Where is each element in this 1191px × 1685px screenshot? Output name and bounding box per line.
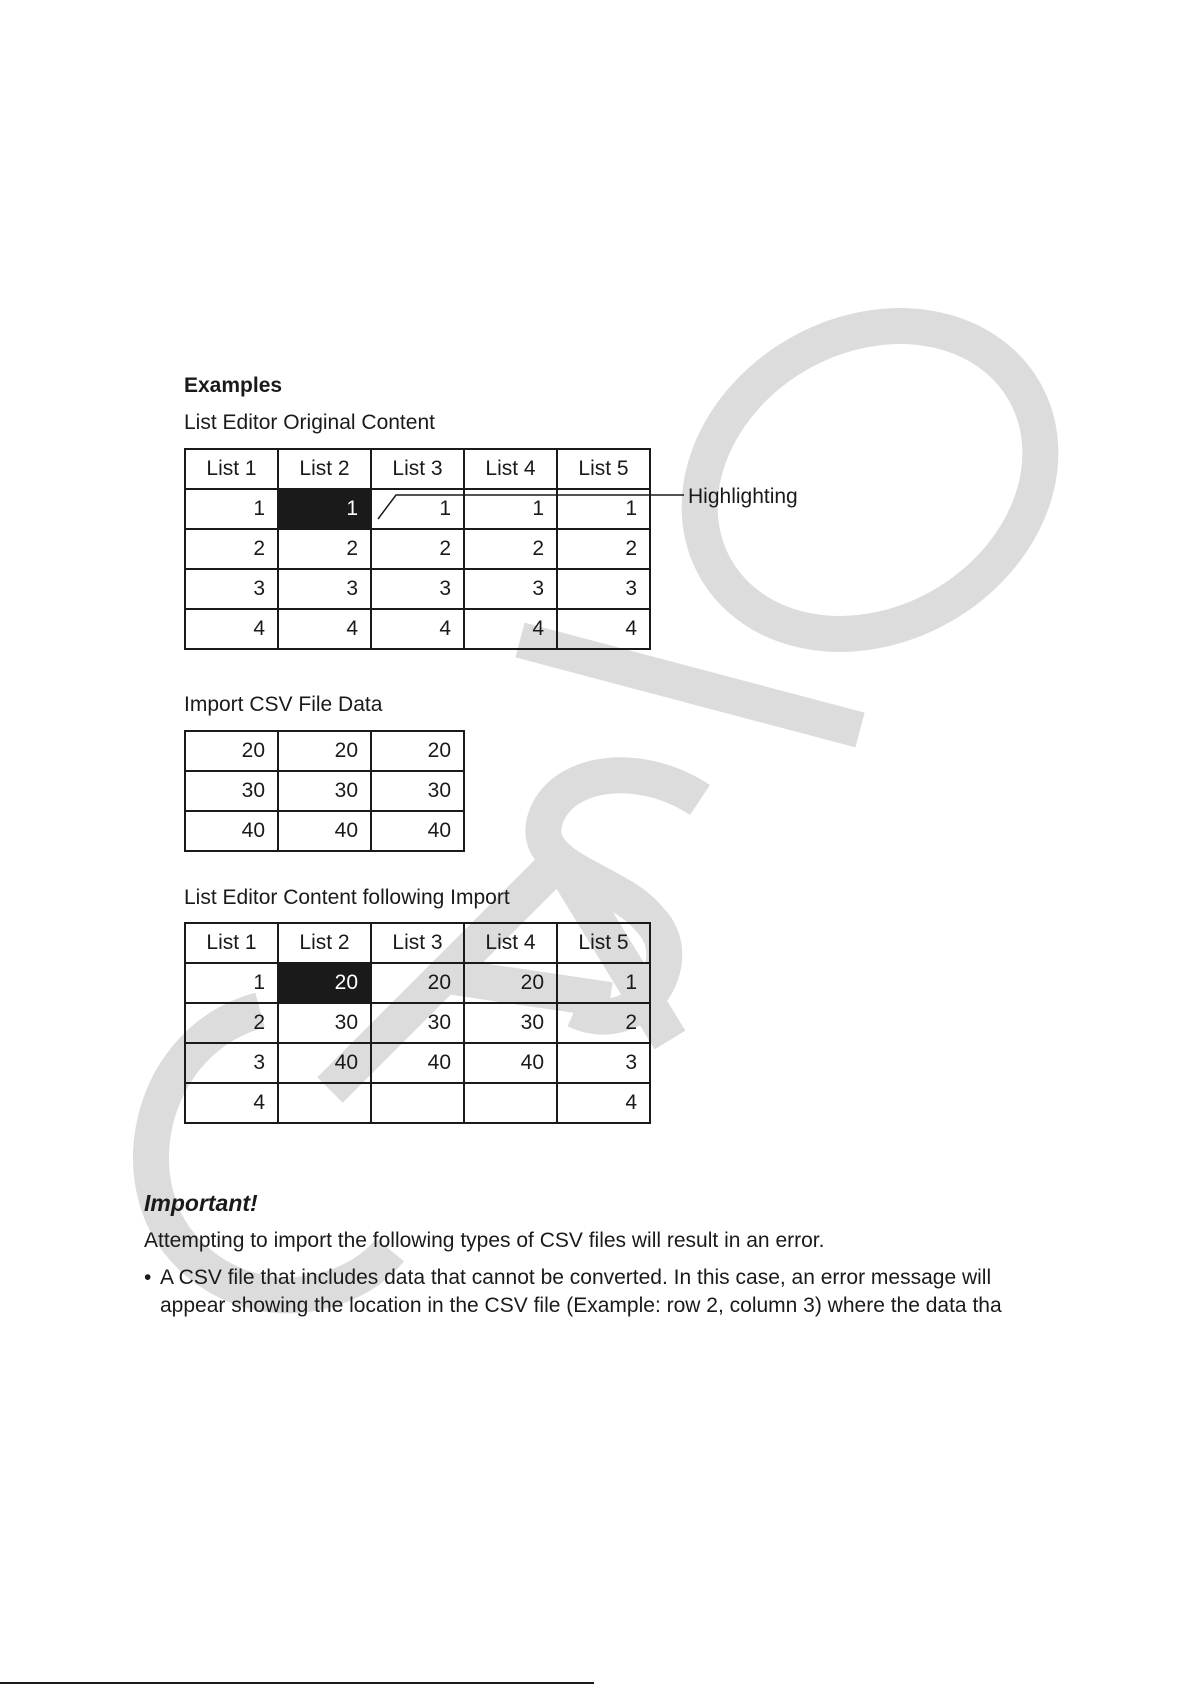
table-cell: 30	[278, 1003, 371, 1043]
table-cell: 40	[278, 811, 371, 851]
table-cell: 30	[371, 1003, 464, 1043]
table-cell: 1	[464, 489, 557, 529]
footer-rule	[0, 1682, 594, 1684]
table-cell: 30	[278, 771, 371, 811]
after-import-list-table	[184, 922, 651, 1124]
highlighted-cell: 1	[278, 489, 371, 529]
examples-heading: Examples	[184, 374, 283, 397]
column-header: List 3	[371, 923, 464, 963]
table-cell: 40	[371, 1043, 464, 1083]
table-cell	[371, 1083, 464, 1123]
table-cell	[464, 1083, 557, 1123]
table-cell: 20	[278, 731, 371, 771]
bullet-text-line-1: A CSV file that includes data that cannot be converted. In this case, an error message will	[160, 1266, 992, 1289]
table-cell: 4	[185, 1083, 278, 1123]
table-cell: 30	[185, 771, 278, 811]
table-cell: 2	[464, 529, 557, 569]
highlighting-label: Highlighting	[688, 485, 798, 508]
bullet-symbol: •	[144, 1266, 152, 1289]
table-cell: 4	[185, 609, 278, 649]
table-cell: 3	[464, 569, 557, 609]
table-cell: 20	[464, 963, 557, 1003]
table-cell: 40	[278, 1043, 371, 1083]
table-cell: 3	[185, 569, 278, 609]
column-header: List 5	[557, 449, 650, 489]
table-cell: 4	[371, 609, 464, 649]
table-cell: 2	[278, 529, 371, 569]
table-cell: 3	[557, 569, 650, 609]
table-cell: 3	[371, 569, 464, 609]
table-cell: 40	[185, 811, 278, 851]
table-cell: 20	[185, 731, 278, 771]
column-header: List 5	[557, 923, 650, 963]
table-cell: 4	[278, 609, 371, 649]
column-header: List 4	[464, 923, 557, 963]
important-heading: Important!	[144, 1190, 258, 1216]
table-cell: 3	[185, 1043, 278, 1083]
table-cell: 1	[557, 489, 650, 529]
csv-data-caption: Import CSV File Data	[184, 693, 383, 716]
table-cell: 3	[557, 1043, 650, 1083]
table-cell: 4	[557, 1083, 650, 1123]
column-header: List 4	[464, 449, 557, 489]
important-intro: Attempting to import the following types of CSV files will result in an error.	[144, 1229, 825, 1252]
table-cell: 1	[371, 489, 464, 529]
column-header: List 1	[185, 923, 278, 963]
column-header: List 2	[278, 923, 371, 963]
after-import-caption: List Editor Content following Import	[184, 886, 510, 909]
table-cell: 2	[185, 529, 278, 569]
csv-data-table	[184, 730, 465, 852]
column-header: List 2	[278, 449, 371, 489]
original-content-caption: List Editor Original Content	[184, 411, 435, 434]
table-cell: 2	[557, 1003, 650, 1043]
table-cell	[278, 1083, 371, 1123]
table-cell: 1	[185, 489, 278, 529]
table-cell: 40	[464, 1043, 557, 1083]
table-cell: 20	[371, 963, 464, 1003]
table-cell: 2	[557, 529, 650, 569]
table-cell: 30	[464, 1003, 557, 1043]
table-cell: 2	[371, 529, 464, 569]
table-cell: 30	[371, 771, 464, 811]
table-cell: 20	[371, 731, 464, 771]
bullet-text-line-2: appear showing the location in the CSV file (Example: row 2, column 3) where the data tha	[160, 1294, 1002, 1317]
column-header: List 3	[371, 449, 464, 489]
table-cell: 3	[278, 569, 371, 609]
table-cell: 4	[464, 609, 557, 649]
highlighted-cell: 20	[278, 963, 371, 1003]
table-cell: 1	[557, 963, 650, 1003]
highlight-callout-line	[370, 485, 690, 525]
column-header: List 1	[185, 449, 278, 489]
table-cell: 40	[371, 811, 464, 851]
table-cell: 1	[185, 963, 278, 1003]
table-cell: 4	[557, 609, 650, 649]
table-cell: 2	[185, 1003, 278, 1043]
original-list-table	[184, 448, 651, 650]
